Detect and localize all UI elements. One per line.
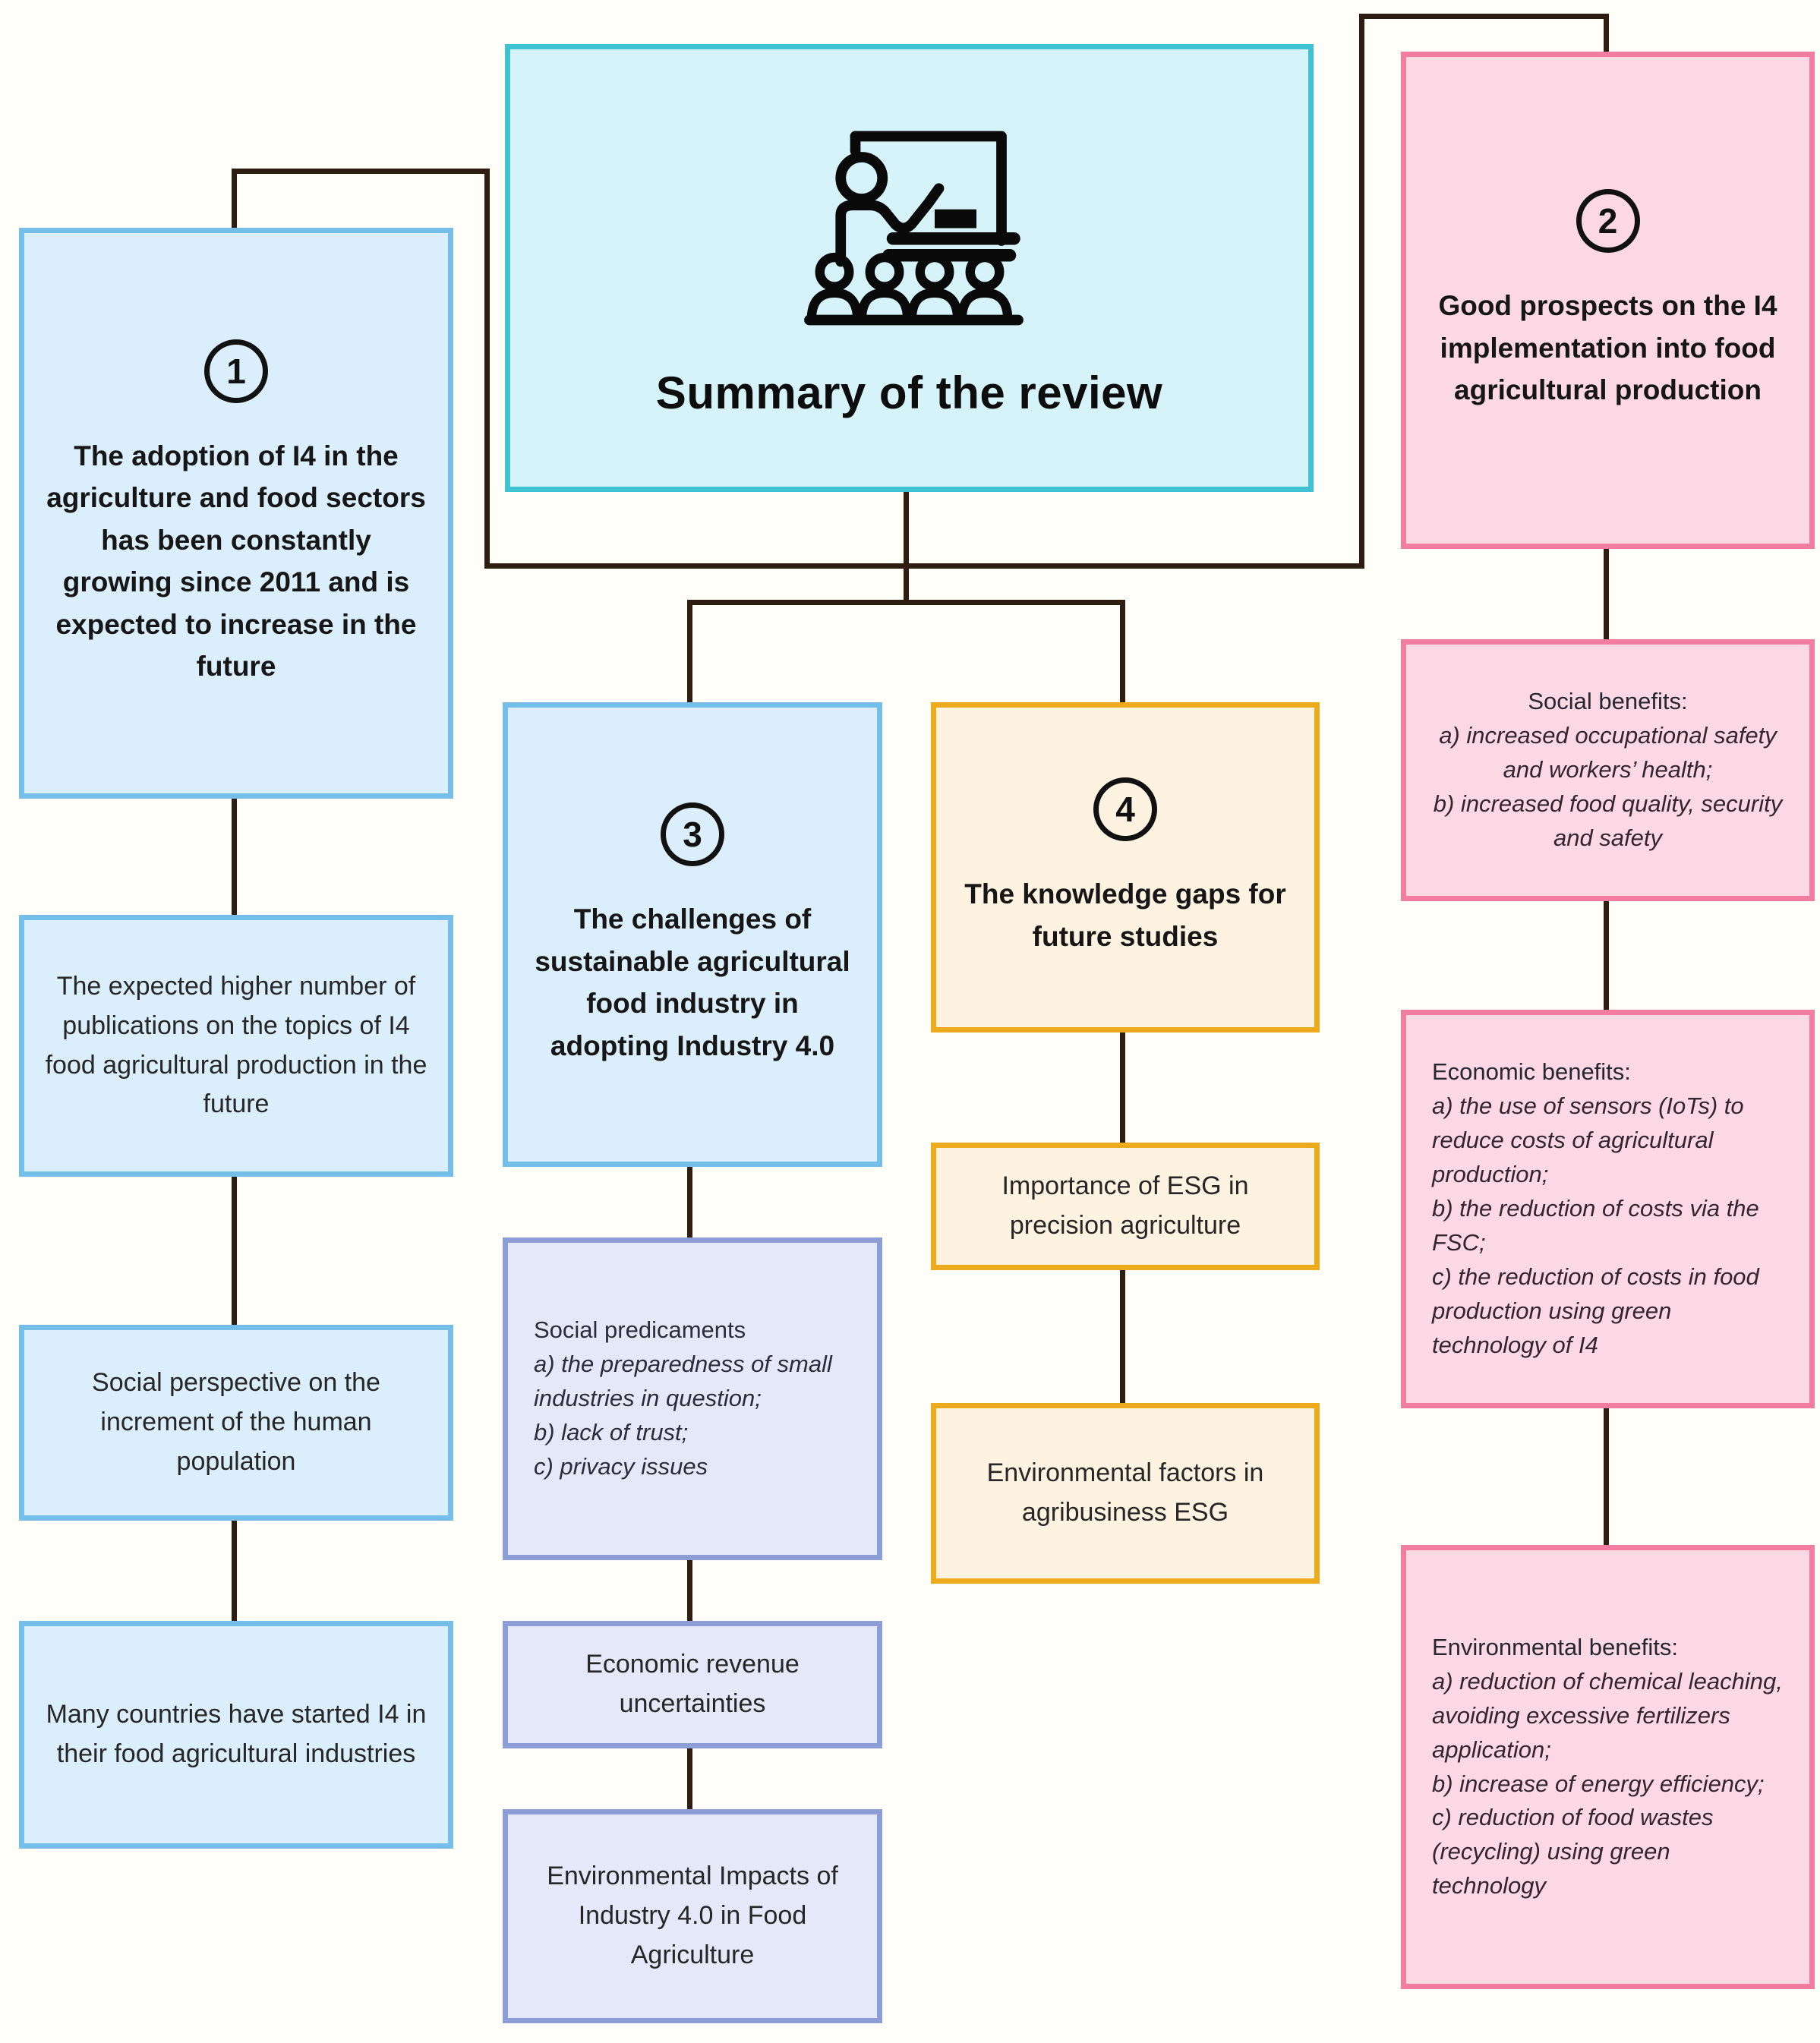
branch1-child-many-countries [19,1621,453,1849]
connector-r2-r3 [1604,900,1609,1011]
branch1-child-many-countries-text: Many countries have started I4 in their food agricultural industries [46,1700,427,1768]
branch1-child-publications-text: The expected higher number of publications on the topics of I4 food agricultural production in the future [45,972,427,1119]
connector-c1-c2 [232,1175,237,1326]
branch1-number-badge: 1 [204,339,268,403]
connector-summary-drop [904,490,909,605]
connector-b2-r2 [1604,547,1609,641]
branch2-child-economic-benefits [1401,1010,1815,1408]
branch2-child-social-benefits-title: Social benefits: [1528,688,1688,715]
branch2-heading-box [1401,52,1815,549]
summary-title: Summary of the review [655,367,1163,418]
branch3-heading: The challenges of sustainable agricultural food industry in adopting Industry 4.0 [535,903,850,1061]
branch3-child-economic-uncertainties [503,1621,882,1748]
connector-right-of-summary [1359,14,1364,569]
summary-box [505,44,1314,492]
connector-branch1-top [232,169,490,174]
list-item: b) increased food quality, security and safety [1433,790,1783,851]
branch3-number-badge: 3 [661,802,724,866]
connector-b3-m2 [687,1165,692,1239]
connector-y2-y3 [1120,1269,1125,1405]
branch4-child-esg-environmental-text: Environmental factors in agribusiness ESG [986,1458,1264,1527]
branch1-child-social-perspective-text: Social perspective on the increment of the human population [92,1368,380,1476]
branch2-child-social-benefits [1401,639,1815,901]
connector-split [687,600,1125,605]
list-item: c) the reduction of costs in food production using green technology of I4 [1432,1263,1759,1358]
branch4-child-esg-environmental [931,1403,1320,1584]
branch4-number-badge: 4 [1093,777,1157,841]
branch3-heading-box [503,702,882,1167]
list-item: a) the preparedness of small industries in question; [534,1351,832,1412]
connector-c2-c3 [232,1519,237,1622]
branch2-child-environmental-benefits [1401,1545,1815,1989]
branch3-child-social-predicaments-title: Social predicaments [534,1316,746,1344]
branch1-heading-box [19,228,453,799]
branch3-child-environmental-impacts [503,1809,882,2023]
list-item: a) the use of sensors (IoTs) to reduce costs of agricultural production; [1432,1092,1744,1188]
connector-m3-m4 [687,1747,692,1811]
connector-b4-y2 [1120,1031,1125,1144]
branch1-heading: The adoption of I4 in the agriculture and food sectors has been constantly growing since 2011 and is expected to increase in the future [46,440,426,682]
connector-left-of-summary [484,169,490,569]
branch3-child-social-predicaments [503,1237,882,1560]
branch3-child-economic-uncertainties-text: Economic revenue uncertainties [585,1650,800,1718]
list-item: b) lack of trust; [534,1418,689,1446]
list-item: b) increase of energy efficiency; [1432,1770,1765,1797]
list-item: c) privacy issues [534,1452,708,1480]
connector-branch4-drop [1120,600,1125,704]
connector-branch2-down [1604,14,1609,56]
branch4-heading-box [931,702,1320,1033]
connector-top-right [1359,14,1609,19]
connector-branch1-up [232,169,237,233]
branch1-child-publications [19,915,453,1177]
branch2-child-economic-benefits-title: Economic benefits: [1432,1058,1631,1086]
list-item: a) increased occupational safety and workers’ health; [1439,722,1777,783]
branch4-child-esg-precision [931,1143,1320,1270]
branch4-heading: The knowledge gaps for future studies [964,878,1286,952]
branch1-child-social-perspective [19,1325,453,1521]
branch3-child-environmental-impacts-text: Environmental Impacts of Industry 4.0 in Food Agriculture [547,1862,838,1969]
branch2-child-environmental-benefits-title: Environmental benefits: [1432,1633,1678,1660]
connector-branch3-drop [687,600,692,704]
connector-m2-m3 [687,1559,692,1622]
branch4-child-esg-precision-text: Importance of ESG in precision agriculture [1001,1171,1249,1240]
connector-r3-r4 [1604,1407,1609,1546]
connector-under-summary [484,563,1364,569]
branch2-heading: Good prospects on the I4 implementation into food agricultural production [1438,290,1777,406]
list-item: a) reduction of chemical leaching, avoiding excessive fertilizers application; [1432,1667,1783,1763]
presenter-audience-icon [784,118,1035,330]
connector-b1-c1 [232,797,237,916]
list-item: c) reduction of food wastes (recycling) using green technology [1432,1804,1714,1900]
branch2-number-badge: 2 [1576,189,1640,253]
list-item: b) the reduction of costs via the FSC; [1432,1195,1759,1256]
